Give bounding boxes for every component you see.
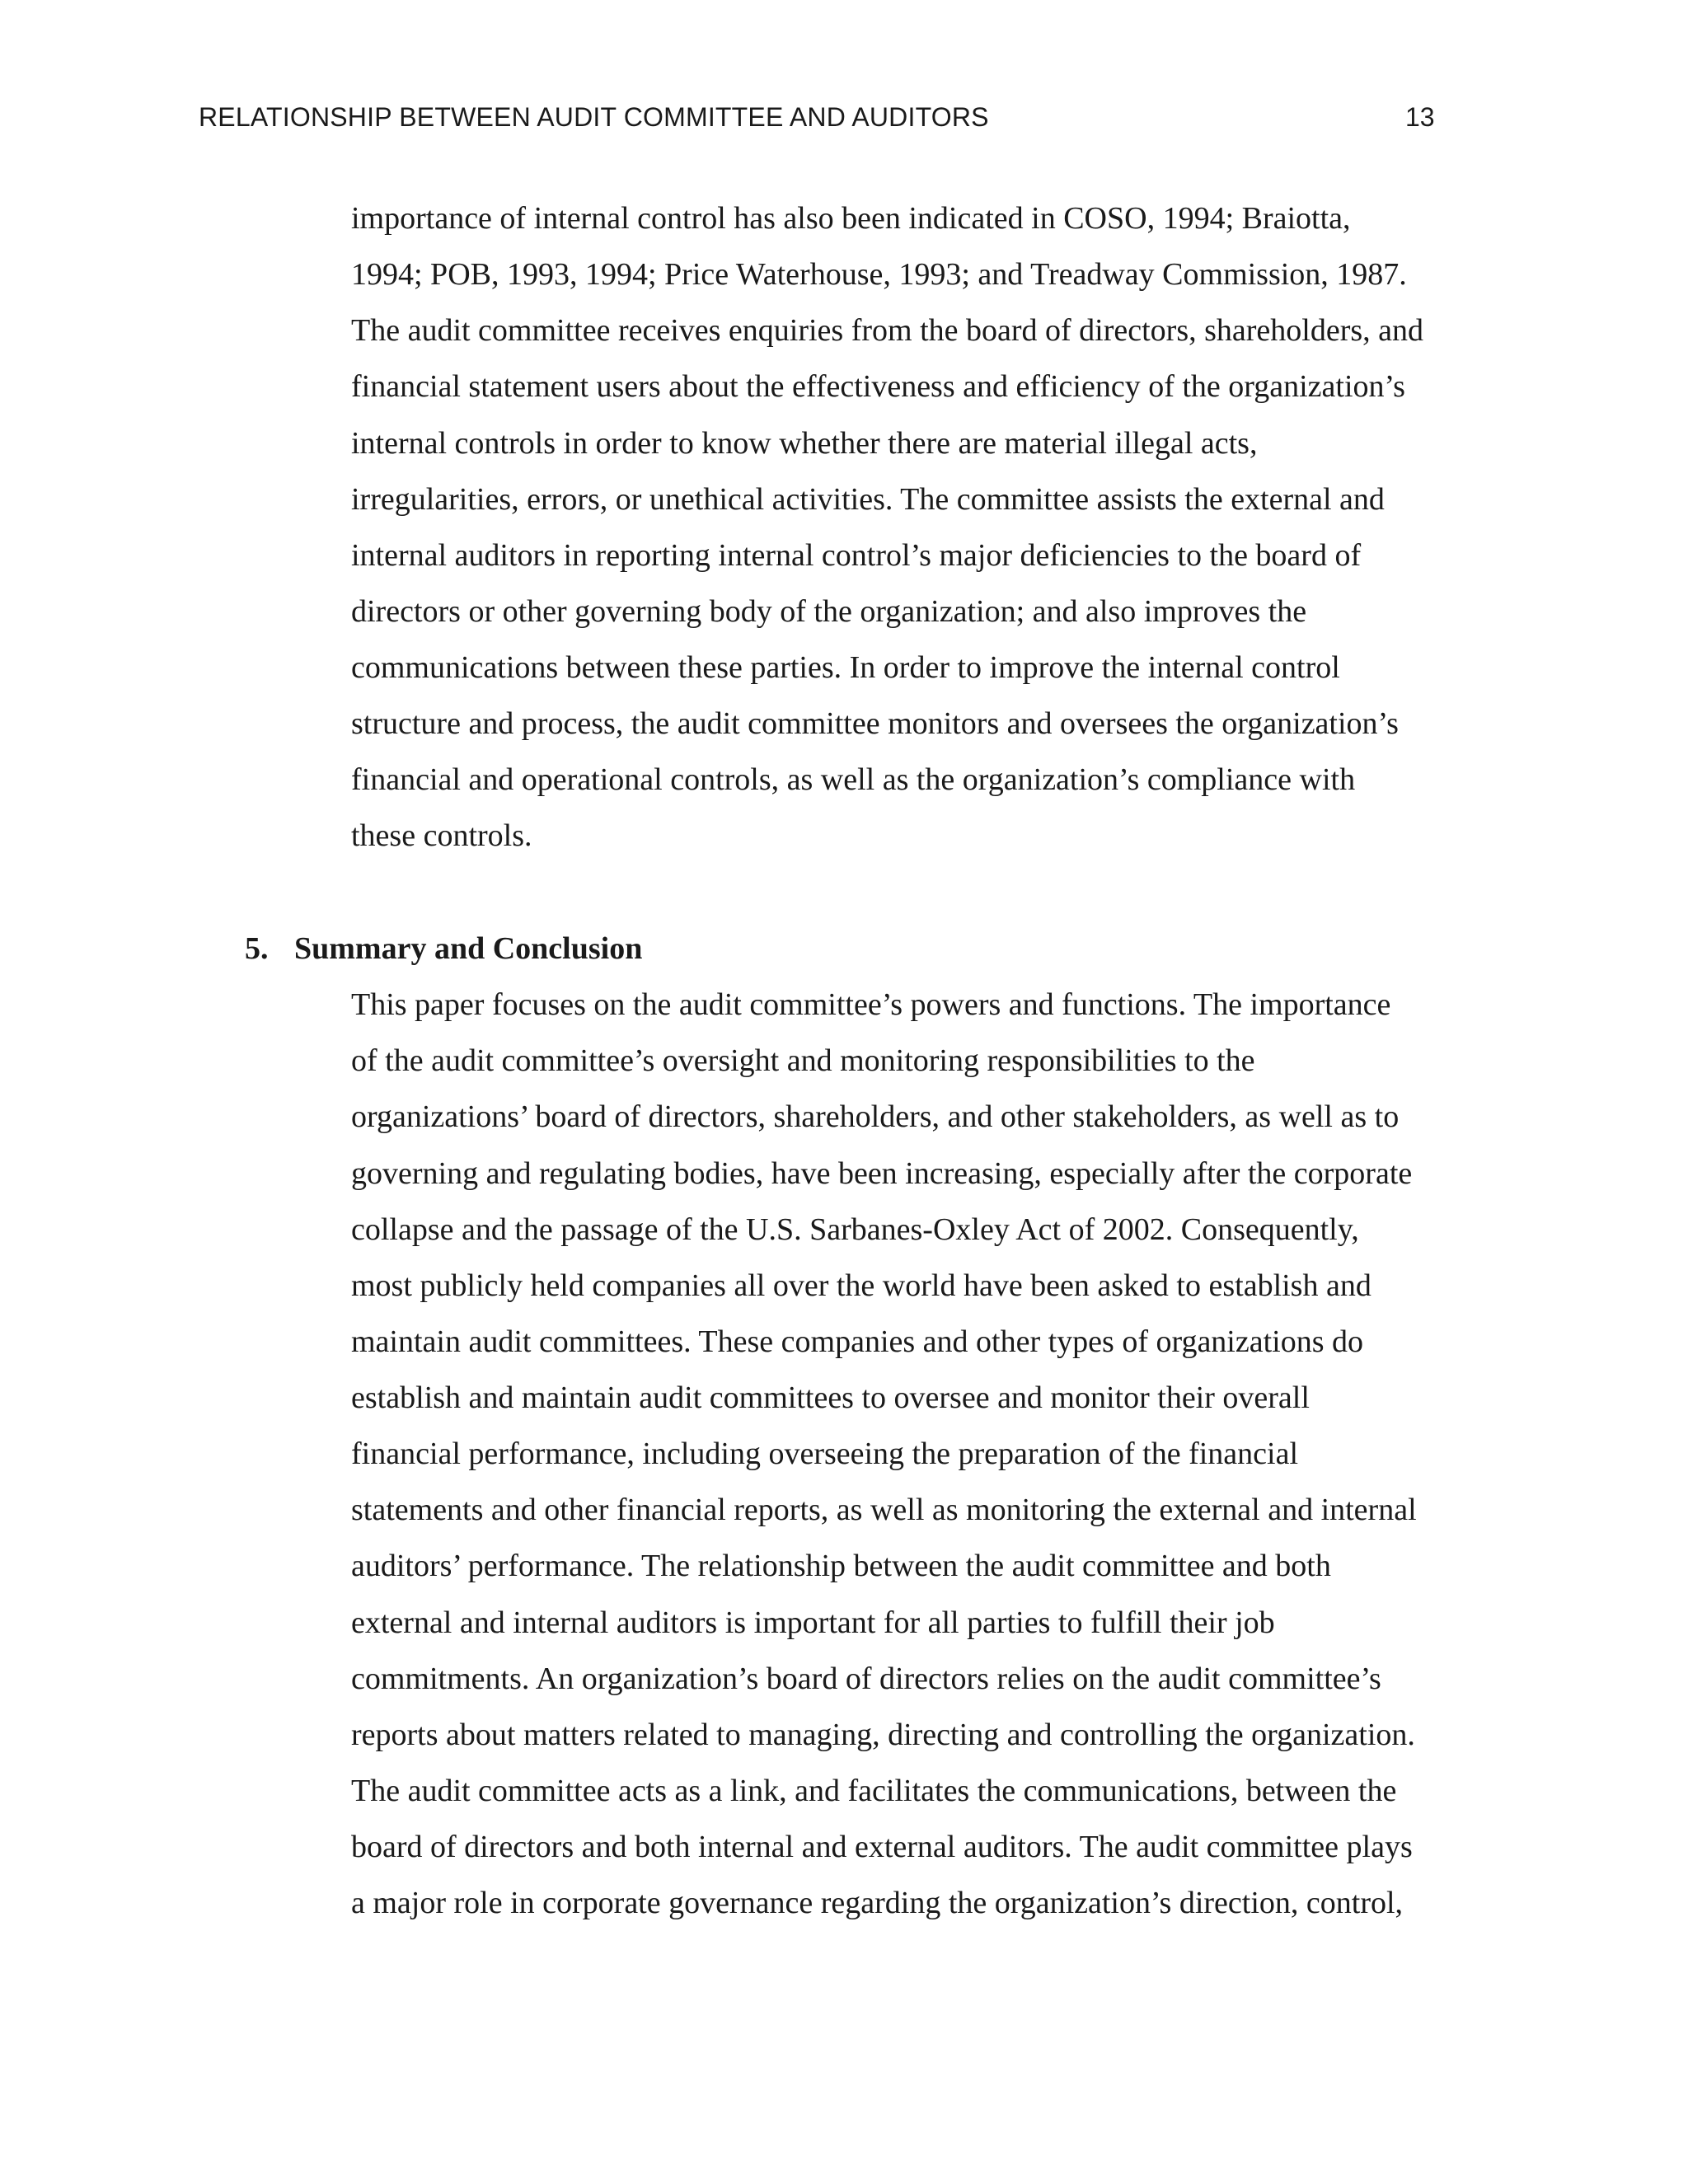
paragraph-line: reports about matters related to managing, directing and controlling the organization. xyxy=(351,1718,1415,1752)
paragraph-line: collapse and the passage of the U.S. Sarbanes-Oxley Act of 2002. Consequently, xyxy=(351,1212,1359,1247)
paragraph-line: communications between these parties. In order to improve the internal control xyxy=(351,650,1340,685)
paragraph-line: importance of internal control has also been indicated in COSO, 1994; Braiotta, xyxy=(351,201,1351,236)
paragraph-line: directors or other governing body of the organization; and also improves the xyxy=(351,594,1307,629)
page-number: 13 xyxy=(1405,102,1435,132)
paragraph-line: governing and regulating bodies, have been increasing, especially after the corporate xyxy=(351,1156,1413,1191)
paragraph-line: financial and operational controls, as well as the organization’s compliance with xyxy=(351,762,1356,797)
paragraph-line: structure and process, the audit committee monitors and oversees the organization’s xyxy=(351,706,1399,741)
section-title: Summary and Conclusion xyxy=(294,931,643,966)
paragraph-line: The audit committee receives enquiries from the board of directors, shareholders, and xyxy=(351,313,1424,348)
paragraph-line: internal controls in order to know whether there are material illegal acts, xyxy=(351,426,1258,461)
paragraph-line: maintain audit committees. These companies and other types of organizations do xyxy=(351,1324,1364,1359)
paragraph-line: commitments. An organization’s board of directors relies on the audit committee’s xyxy=(351,1661,1381,1696)
paragraph-line: financial statement users about the effectiveness and efficiency of the organization’s xyxy=(351,369,1405,404)
paragraph-line: This paper focuses on the audit committee’s powers and functions. The importance xyxy=(351,987,1391,1022)
section-number: 5. xyxy=(245,931,269,966)
paragraph-line: auditors’ performance. The relationship between the audit committee and both xyxy=(351,1549,1331,1583)
paragraph-line: external and internal auditors is important for all parties to fulfill their job xyxy=(351,1605,1275,1640)
paragraph-line: these controls. xyxy=(351,818,532,853)
paragraph-line: financial performance, including overseeing the preparation of the financial xyxy=(351,1436,1298,1471)
paragraph-line: board of directors and both internal and external auditors. The audit committee plays xyxy=(351,1830,1413,1864)
running-head: RELATIONSHIP BETWEEN AUDIT COMMITTEE AND AUDITORS xyxy=(199,102,989,132)
paragraph-line: The audit committee acts as a link, and facilitates the communications, between the xyxy=(351,1774,1397,1808)
paragraph-line: a major role in corporate governance regarding the organization’s direction, control, xyxy=(351,1886,1404,1920)
section-heading xyxy=(245,928,642,969)
paragraph-line: 1994; POB, 1993, 1994; Price Waterhouse, 1993; and Treadway Commission, 1987. xyxy=(351,257,1407,292)
paragraph-line: irregularities, errors, or unethical activities. The committee assists the external and xyxy=(351,482,1385,517)
paragraph-line: of the audit committee’s oversight and monitoring responsibilities to the xyxy=(351,1043,1255,1078)
paragraph-line: statements and other financial reports, as well as monitoring the external and internal xyxy=(351,1493,1417,1527)
paragraph-line: most publicly held companies all over the world have been asked to establish and xyxy=(351,1268,1372,1303)
paragraph-line: establish and maintain audit committees to oversee and monitor their overall xyxy=(351,1380,1310,1415)
paragraph-line: organizations’ board of directors, shareholders, and other stakeholders, as well as to xyxy=(351,1099,1400,1134)
paragraph-line: internal auditors in reporting internal control’s major deficiencies to the board of xyxy=(351,538,1362,573)
